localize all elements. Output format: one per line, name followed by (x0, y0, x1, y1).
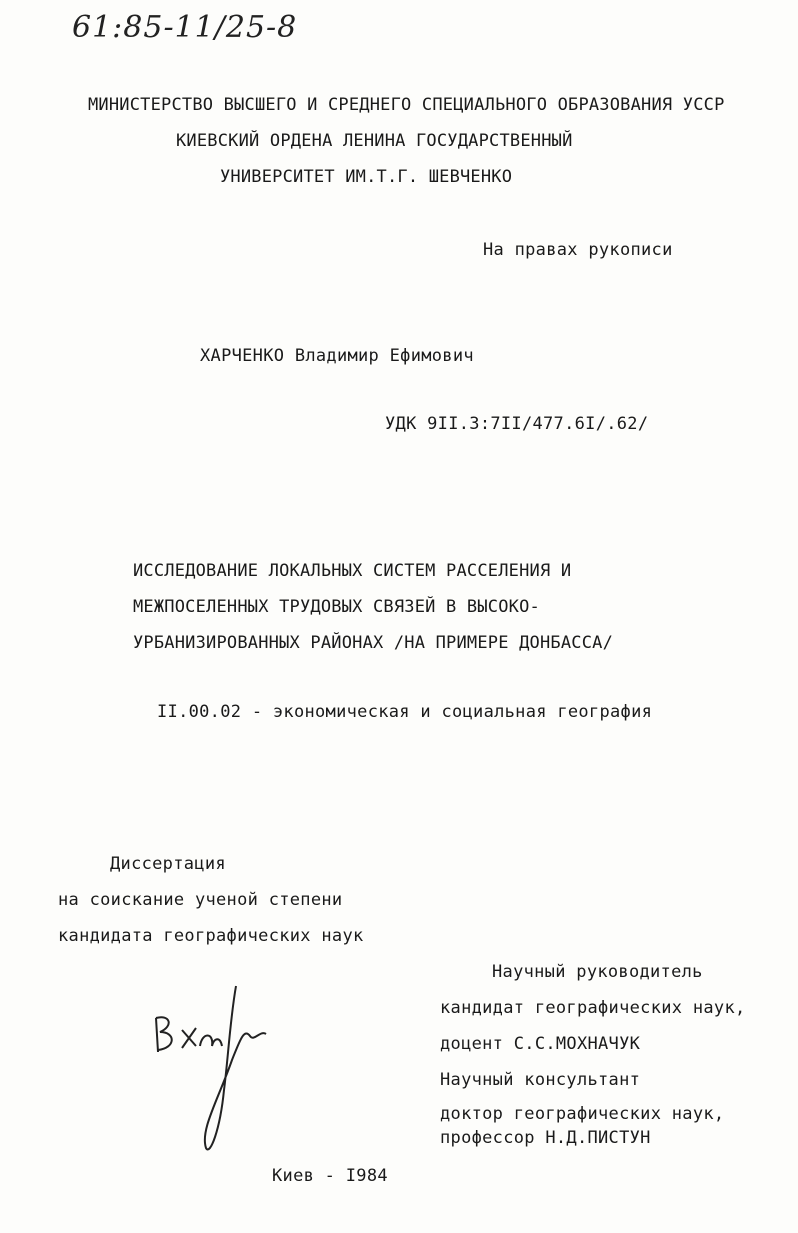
manuscript-note: На правах рукописи (483, 240, 673, 260)
author-name: ХАРЧЕНКО Владимир Ефимович (200, 346, 474, 366)
advisor-role: Научный руководитель (492, 962, 703, 982)
udk-code: УДК 9II.3:7II/477.6I/.62/ (385, 414, 649, 434)
title-line-2: МЕЖПОСЕЛЕННЫХ ТРУДОВЫХ СВЯЗЕЙ В ВЫСОКО- (133, 597, 540, 617)
advisor-name: доцент С.С.МОХНАЧУК (440, 1034, 641, 1054)
dissertation-line-3: кандидата географических наук (58, 926, 364, 946)
ministry-line: МИНИСТЕРСТВО ВЫСШЕГО И СРЕДНЕГО СПЕЦИАЛЬНОГО ОБРАЗОВАНИЯ УССР (88, 95, 725, 115)
advisor-degree: кандидат географических наук, (440, 998, 746, 1018)
consultant-name: профессор Н.Д.ПИСТУН (440, 1128, 651, 1148)
title-line-3: УРБАНИЗИРОВАННЫХ РАЙОНАХ /НА ПРИМЕРЕ ДОНБАССА/ (133, 633, 614, 653)
consultant-degree: доктор географических наук, (440, 1104, 725, 1124)
consultant-role: Научный консультант (440, 1070, 641, 1090)
university-line-1: КИЕВСКИЙ ОРДЕНА ЛЕНИНА ГОСУДАРСТВЕННЫЙ (176, 131, 573, 151)
footer-city-year: Киев - I984 (272, 1166, 388, 1186)
title-line-1: ИССЛЕДОВАНИЕ ЛОКАЛЬНЫХ СИСТЕМ РАССЕЛЕНИЯ И (133, 561, 572, 581)
university-line-2: УНИВЕРСИТЕТ ИМ.Т.Г. ШЕВЧЕНКО (220, 167, 513, 187)
dissertation-line-2: на соискание ученой степени (58, 890, 343, 910)
dissertation-line-1: Диссертация (110, 854, 226, 874)
specialty-code: II.00.02 - экономическая и социальная география (157, 702, 653, 722)
archive-code-handwritten: 61:85-11/25-8 (72, 10, 298, 45)
handwritten-signature (140, 980, 280, 1160)
